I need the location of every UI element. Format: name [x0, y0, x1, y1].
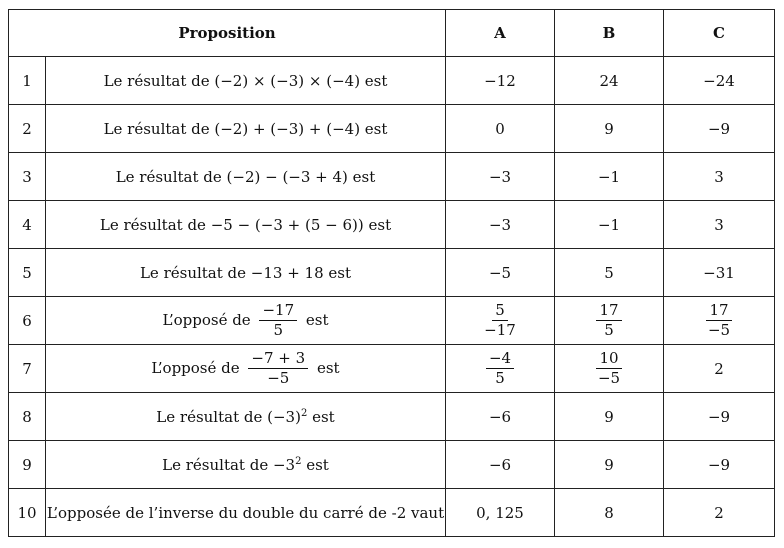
proposition-text: Le résultat de (−2) − (−3 + 4) est	[46, 153, 446, 201]
table-row	[9, 249, 775, 297]
fraction-numerator: 5	[492, 302, 508, 321]
proposition-text: Le résultat de (−2) × (−3) × (−4) est	[46, 57, 446, 105]
answer-c: 3	[664, 201, 775, 249]
table-row	[9, 345, 775, 393]
fraction	[486, 350, 514, 388]
row-number: 4	[9, 201, 46, 249]
answer-b: 9	[555, 441, 664, 489]
header-proposition: Proposition	[9, 10, 446, 57]
proposition-text: Le résultat de −13 + 18 est	[46, 249, 446, 297]
quiz-table	[8, 9, 775, 537]
fraction-numerator: −4	[486, 350, 514, 369]
row-number: 10	[9, 489, 46, 537]
row-number: 2	[9, 105, 46, 153]
fraction	[705, 302, 733, 340]
proposition-after: est	[316, 358, 340, 377]
fraction	[259, 302, 297, 340]
answer-b: 9	[555, 393, 664, 441]
answer-c: −31	[664, 249, 775, 297]
answer-a: −6	[446, 393, 555, 441]
answer-a	[446, 345, 555, 393]
answer-b	[555, 345, 664, 393]
proposition-text	[46, 393, 446, 441]
proposition-before: L’opposé de	[151, 358, 240, 377]
answer-a: −5	[446, 249, 555, 297]
answer-a: 0, 125	[446, 489, 555, 537]
answer-c: −9	[664, 441, 775, 489]
proposition-before: Le résultat de (−3)	[156, 407, 301, 426]
answer-b: 5	[555, 249, 664, 297]
proposition-before: L’opposé de	[162, 310, 251, 329]
header-row	[9, 10, 775, 57]
answer-a: 0	[446, 105, 555, 153]
fraction-denominator: −5	[707, 321, 731, 339]
table-row	[9, 105, 775, 153]
answer-a: −12	[446, 57, 555, 105]
exponent: 2	[300, 407, 308, 419]
row-number: 6	[9, 297, 46, 345]
proposition-text	[46, 345, 446, 393]
answer-c: −9	[664, 393, 775, 441]
fraction-numerator: 10	[596, 350, 621, 369]
fraction-denominator: 5	[273, 321, 284, 339]
table-row	[9, 441, 775, 489]
answer-b: −1	[555, 201, 664, 249]
answer-b: −1	[555, 153, 664, 201]
row-number: 9	[9, 441, 46, 489]
proposition-after: est	[305, 310, 329, 329]
row-number: 3	[9, 153, 46, 201]
answer-a: −3	[446, 201, 555, 249]
table-row	[9, 201, 775, 249]
fraction-numerator: 17	[706, 302, 731, 321]
row-number: 1	[9, 57, 46, 105]
answer-a: −3	[446, 153, 555, 201]
answer-a	[446, 297, 555, 345]
proposition-text: Le résultat de −5 − (−3 + (5 − 6)) est	[46, 201, 446, 249]
answer-b	[555, 297, 664, 345]
fraction	[596, 302, 621, 340]
proposition-after: est	[312, 407, 335, 426]
fraction-numerator: −17	[259, 302, 297, 321]
fraction-denominator: −5	[267, 369, 290, 387]
fraction	[481, 302, 519, 340]
answer-a: −6	[446, 441, 555, 489]
proposition-text	[46, 297, 446, 345]
proposition-before: Le résultat de −3	[162, 455, 296, 474]
table-row	[9, 393, 775, 441]
fraction	[248, 350, 308, 388]
answer-b: 8	[555, 489, 664, 537]
proposition-text: Le résultat de (−2) + (−3) + (−4) est	[46, 105, 446, 153]
table-row	[9, 57, 775, 105]
proposition-text	[46, 441, 446, 489]
answer-b: 24	[555, 57, 664, 105]
fraction-denominator: 5	[604, 321, 614, 339]
row-number: 5	[9, 249, 46, 297]
answer-c: −24	[664, 57, 775, 105]
answer-c: 3	[664, 153, 775, 201]
fraction-denominator: −5	[597, 369, 621, 387]
fraction-numerator: 17	[596, 302, 621, 321]
fraction	[595, 350, 623, 388]
answer-b: 9	[555, 105, 664, 153]
header-c: C	[664, 10, 775, 57]
exponent: 2	[295, 455, 302, 467]
header-b: B	[555, 10, 664, 57]
proposition-text: L’opposée de l’inverse du double du carré de -2 vaut	[46, 489, 446, 537]
table-row	[9, 297, 775, 345]
row-number: 7	[9, 345, 46, 393]
proposition-after: est	[306, 455, 329, 474]
row-number: 8	[9, 393, 46, 441]
table-row	[9, 489, 775, 537]
answer-c: −9	[664, 105, 775, 153]
answer-c	[664, 297, 775, 345]
fraction-denominator: −17	[484, 321, 516, 339]
fraction-numerator: −7 + 3	[248, 350, 308, 369]
header-a: A	[446, 10, 555, 57]
answer-c: 2	[664, 489, 775, 537]
answer-c: 2	[664, 345, 775, 393]
fraction-denominator: 5	[495, 369, 505, 387]
table-row	[9, 153, 775, 201]
